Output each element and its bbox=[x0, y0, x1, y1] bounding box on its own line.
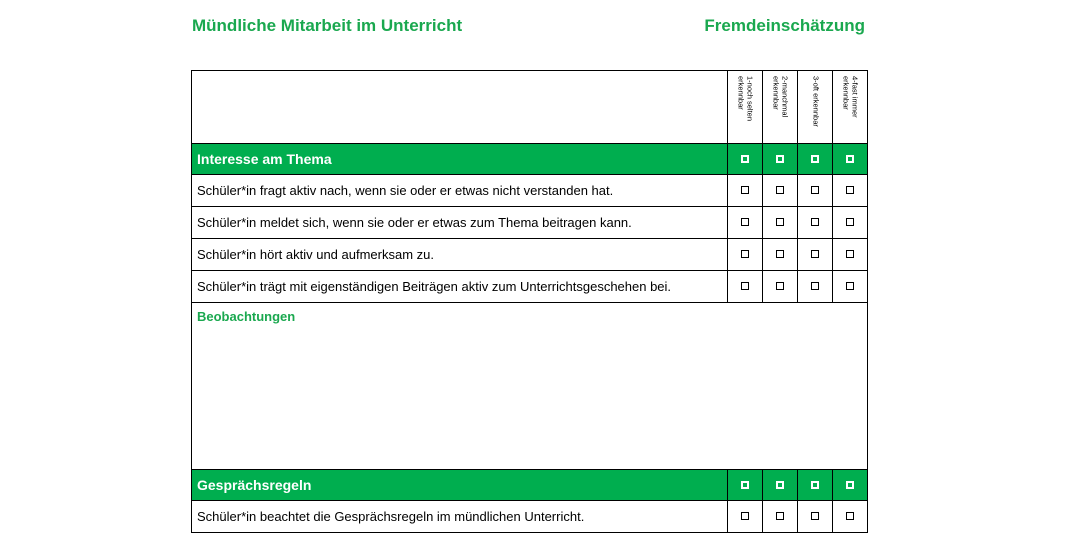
checkbox-icon[interactable] bbox=[741, 481, 749, 489]
checkbox-cell bbox=[727, 239, 762, 271]
checkbox-icon[interactable] bbox=[846, 186, 854, 194]
checkbox-icon[interactable] bbox=[811, 155, 819, 163]
table-row bbox=[192, 207, 868, 239]
section-checkbox-cell bbox=[797, 144, 832, 175]
checkbox-cell bbox=[762, 271, 797, 303]
checkbox-icon[interactable] bbox=[776, 218, 784, 226]
rating-header-label: 3-oft erkennbar bbox=[811, 76, 821, 127]
rating-header-3 bbox=[797, 71, 832, 144]
checkbox-icon[interactable] bbox=[776, 250, 784, 258]
rating-header-4 bbox=[832, 71, 867, 144]
table-row bbox=[192, 271, 868, 303]
page-title: Mündliche Mitarbeit im Unterricht bbox=[192, 16, 463, 35]
table-header-row bbox=[192, 71, 868, 144]
checkbox-icon[interactable] bbox=[811, 250, 819, 258]
section-title: Gesprächsregeln bbox=[192, 470, 728, 501]
checkbox-icon[interactable] bbox=[811, 282, 819, 290]
criterion-text: Schüler*in trägt mit eigenständigen Beiträgen aktiv zum Unterrichtsgeschehen bei. bbox=[192, 271, 728, 303]
checkbox-icon[interactable] bbox=[741, 155, 749, 163]
section-checkbox-cell bbox=[762, 144, 797, 175]
rating-header-2 bbox=[762, 71, 797, 144]
checkbox-icon[interactable] bbox=[741, 512, 749, 520]
checkbox-icon[interactable] bbox=[846, 155, 854, 163]
rating-header-label: 2-manchmal erkennbar bbox=[771, 76, 790, 118]
checkbox-cell bbox=[762, 175, 797, 207]
checkbox-cell bbox=[832, 271, 867, 303]
checkbox-cell bbox=[832, 239, 867, 271]
checkbox-cell bbox=[762, 207, 797, 239]
section-checkbox-cell bbox=[797, 470, 832, 501]
checkbox-cell bbox=[727, 271, 762, 303]
section-row-gespraechsregeln bbox=[192, 470, 868, 501]
checkbox-icon[interactable] bbox=[776, 186, 784, 194]
checkbox-cell bbox=[832, 175, 867, 207]
checkbox-icon[interactable] bbox=[811, 512, 819, 520]
checkbox-icon[interactable] bbox=[741, 250, 749, 258]
checkbox-icon[interactable] bbox=[846, 512, 854, 520]
checkbox-cell bbox=[797, 207, 832, 239]
section-checkbox-cell bbox=[762, 470, 797, 501]
checkbox-cell bbox=[727, 175, 762, 207]
checkbox-icon[interactable] bbox=[776, 155, 784, 163]
table-row bbox=[192, 239, 868, 271]
observations-label: Beobachtungen bbox=[197, 309, 296, 324]
checkbox-icon[interactable] bbox=[776, 282, 784, 290]
rating-header-1 bbox=[727, 71, 762, 144]
section-checkbox-cell bbox=[832, 144, 867, 175]
checkbox-cell bbox=[832, 501, 867, 533]
checkbox-icon[interactable] bbox=[811, 218, 819, 226]
checkbox-icon[interactable] bbox=[741, 282, 749, 290]
checkbox-icon[interactable] bbox=[741, 218, 749, 226]
section-checkbox-cell bbox=[727, 144, 762, 175]
checkbox-icon[interactable] bbox=[811, 481, 819, 489]
checkbox-cell bbox=[762, 239, 797, 271]
criterion-text: Schüler*in fragt aktiv nach, wenn sie oder er etwas nicht verstanden hat. bbox=[192, 175, 728, 207]
criterion-text: Schüler*in hört aktiv und aufmerksam zu. bbox=[192, 239, 728, 271]
criterion-text: Schüler*in beachtet die Gesprächsregeln im mündlichen Unterricht. bbox=[192, 501, 728, 533]
section-checkbox-cell bbox=[832, 470, 867, 501]
rating-header-label: 1-noch selten erkennbar bbox=[736, 76, 755, 122]
assessment-table bbox=[191, 70, 868, 533]
criterion-text: Schüler*in meldet sich, wenn sie oder er etwas zum Thema beitragen kann. bbox=[192, 207, 728, 239]
section-row-interesse bbox=[192, 144, 868, 175]
section-checkbox-cell bbox=[727, 470, 762, 501]
observations-area[interactable] bbox=[192, 303, 868, 470]
checkbox-icon[interactable] bbox=[811, 186, 819, 194]
header-empty-cell bbox=[192, 71, 728, 144]
checkbox-cell bbox=[797, 239, 832, 271]
checkbox-icon[interactable] bbox=[846, 481, 854, 489]
checkbox-cell bbox=[797, 271, 832, 303]
checkbox-icon[interactable] bbox=[741, 186, 749, 194]
checkbox-cell bbox=[797, 501, 832, 533]
rating-header-label: 4-fast immer erkennbar bbox=[841, 76, 860, 118]
checkbox-cell bbox=[797, 175, 832, 207]
observations-row bbox=[192, 303, 868, 470]
checkbox-icon[interactable] bbox=[846, 218, 854, 226]
checkbox-cell bbox=[762, 501, 797, 533]
checkbox-icon[interactable] bbox=[776, 512, 784, 520]
checkbox-cell bbox=[727, 501, 762, 533]
table-row bbox=[192, 175, 868, 207]
checkbox-cell bbox=[832, 207, 867, 239]
checkbox-cell bbox=[727, 207, 762, 239]
section-title: Interesse am Thema bbox=[192, 144, 728, 175]
table-row bbox=[192, 501, 868, 533]
page-subtitle: Fremdeinschätzung bbox=[704, 16, 865, 35]
checkbox-icon[interactable] bbox=[846, 282, 854, 290]
checkbox-icon[interactable] bbox=[846, 250, 854, 258]
checkbox-icon[interactable] bbox=[776, 481, 784, 489]
